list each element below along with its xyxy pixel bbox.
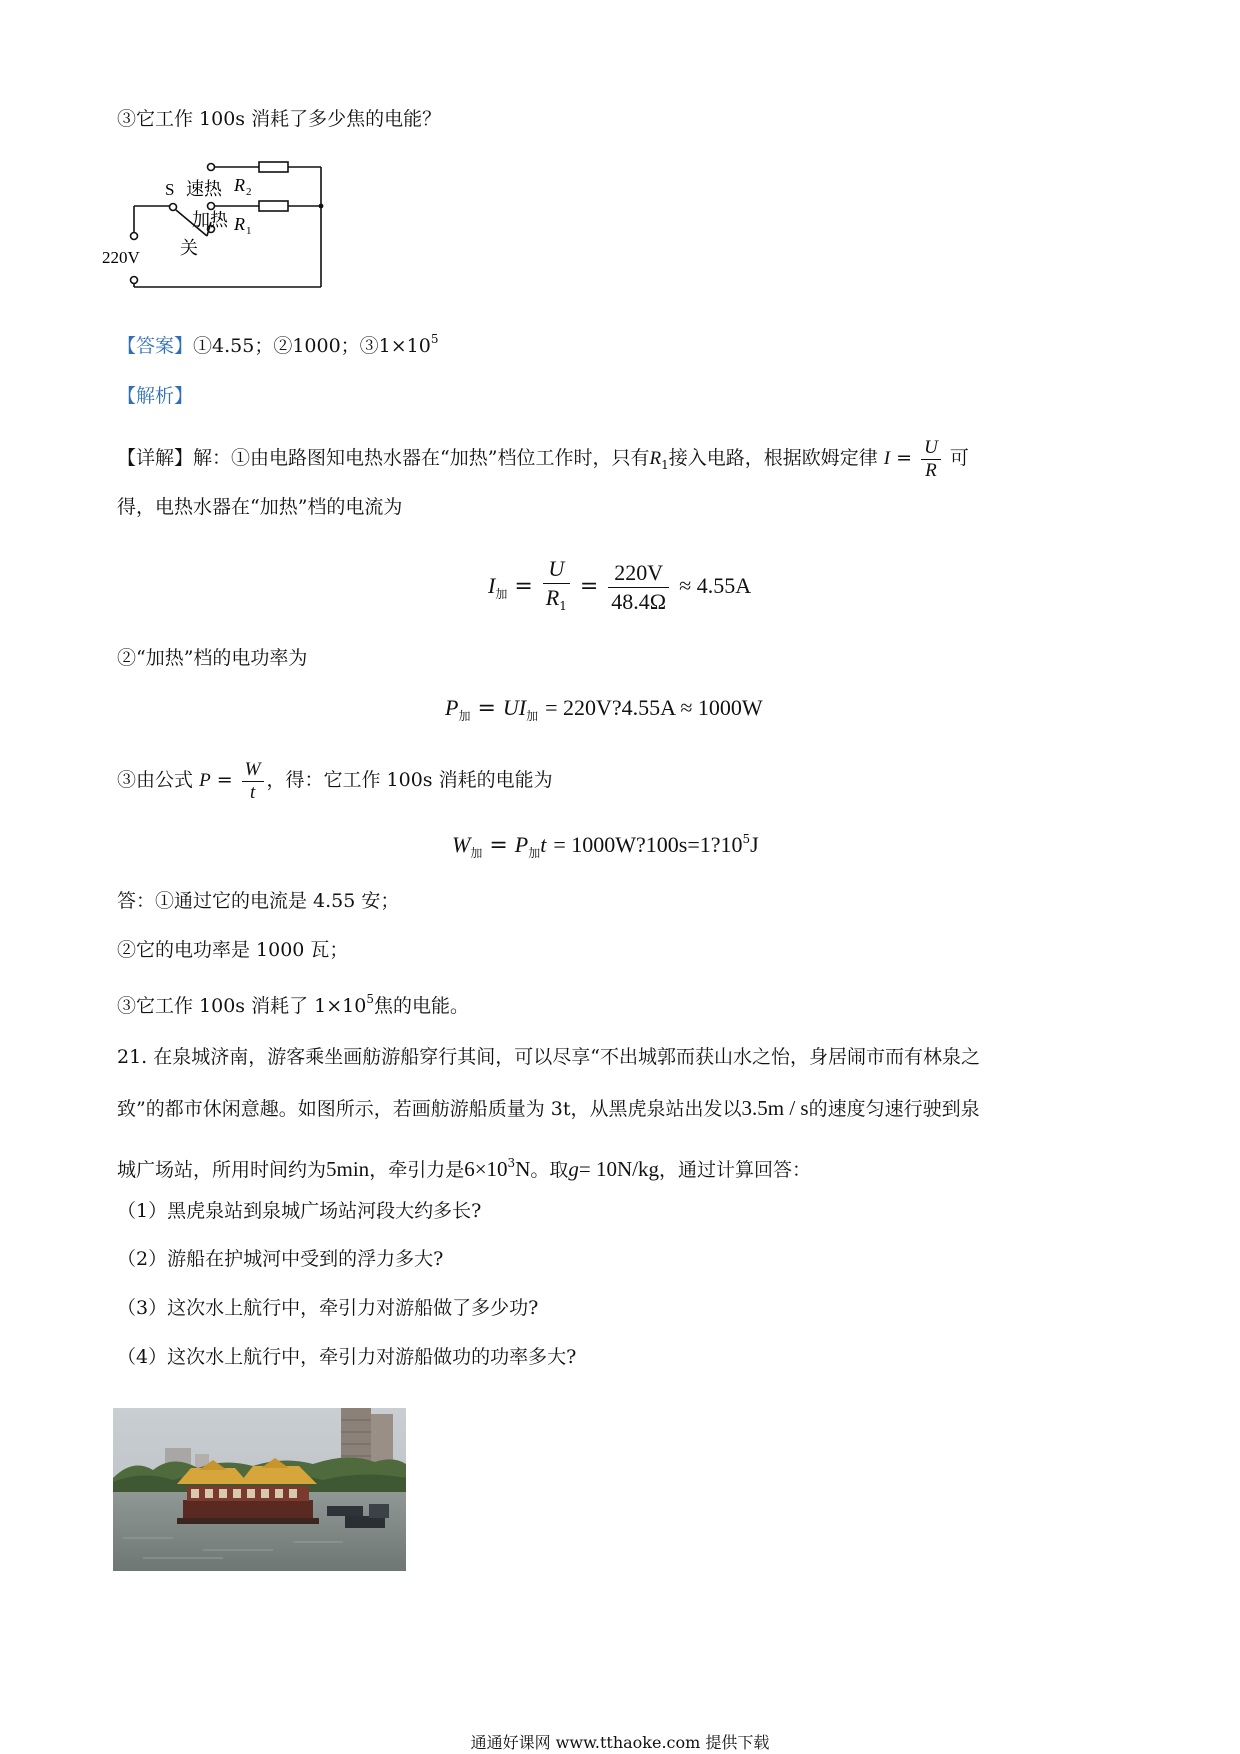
eq1-frac-symbolic [543,555,570,620]
answer-exponent: 5 [430,332,439,346]
step3-text-b: ，得：它工作 100s 消耗的电能为 [266,769,553,791]
subquestion-1: （1）黑虎泉站到泉城广场站河段大约多长? [117,1200,482,1222]
q21-line3-d: ，通过计算回答： [658,1159,811,1181]
answer-text: ①4.55；②1000；③1×10 [193,335,431,357]
footer-text: 通通好课网 www.tthaoke.com 提供下载 [470,1733,770,1752]
detail-text-a: 解：①由电路图知电热水器在“加热”档位工作时，只有 [193,447,650,469]
ohm-numerator: U [921,437,941,460]
eq3-w: W [452,832,471,857]
q21-line-3 [117,1150,811,1183]
r1-symbol: R [649,448,662,469]
eq2-i-sub: 加 [526,709,539,723]
r1-label: R [234,214,245,234]
detail-line-2: 得，电热水器在“加热”档的电流为 [117,496,403,518]
q21-force-sup: 3 [507,1156,516,1170]
eq1-frac-numeric [608,559,669,616]
subquestion-2: （2）游船在护城河中受到的浮力多大? [117,1248,444,1270]
step3-w: W [242,759,264,782]
heat-label: 加热 [192,210,228,230]
boat-photo [113,1408,406,1571]
detail-tag: 【详解】 [117,447,194,469]
eq3-w-sub: 加 [470,846,483,860]
detail-line-1: 【详解】解：①由电路图知电热水器在“加热”档位工作时，只有$R_1$接入电路，根据欧姆定律 I = $\frac{U}{R}$ 可 [117,436,969,481]
conclusion-1: 答：①通过它的电流是 4.55 安； [117,890,400,912]
subquestion-4: （4）这次水上航行中，牵引力对游船做功的功率多大? [117,1346,577,1368]
r2-subscript: 2 [246,186,252,198]
q21-force-unit: N [515,1157,531,1181]
q21-line-1: 21. 在泉城济南，游客乘坐画舫游船穿行其间，可以尽享“不出城郭而获山水之怡，身居闹市而有林泉之 [117,1046,980,1068]
eq2-p-sub: 加 [458,709,471,723]
step-3: ③由公式 P = $\frac{W}{t}$ ，得：它工作 100s 消耗的电能为 [117,758,553,803]
q21-line2-b: 的速度匀速行驶到泉 [808,1098,980,1120]
eq1-numerator: 220V [608,559,669,588]
eq1-result: ≈ 4.55A [679,573,752,598]
voltage-label: 220V [102,248,140,267]
q21-line3-a: 城广场站，所用时间约为 [117,1159,327,1181]
ohm-denominator: R [925,459,937,481]
eq3-exponent: 5 [742,832,751,846]
conclusion-3-pre: ③它工作 100s 消耗了 1×10 [117,995,367,1017]
switch-label: S [165,180,175,199]
ohm-fraction [921,437,941,482]
eq3-unit: J [750,832,759,857]
equation-power: $P_加 = UI_加$ = 220V?4.55A ≈ 1000W [445,695,763,723]
q21-g-value: = 10N/kg [578,1157,659,1181]
q21-g: g [568,1157,579,1181]
detail-text-c: 可 [949,447,969,469]
q21-line3-c: 。取 [530,1159,569,1181]
question-3-prompt: ③它工作 100s 消耗了多少焦的电能？ [117,108,442,130]
eq3-rest: = 1000W?100s=1?10 [553,832,743,857]
equation-energy: $W_加 = P_加t$ = $1000W?100s=1?10^5J$ [452,832,759,860]
q21-line-2 [117,1095,980,1122]
eq1-u: U [543,555,570,584]
conclusion-3-sup: 5 [366,992,374,1006]
detail-text-b: 接入电路，根据欧姆定律 [668,447,878,469]
answer-tag: 【答案】 [117,335,194,357]
eq2-p: P [445,695,459,720]
eq1-i-sub: 加 [495,587,508,601]
equation-current: $I_加$ = $\frac{U}{R_1}$ = $\frac{220V}{48.4\Omega}$ ≈ 4.55A [488,553,751,619]
circuit-diagram [102,150,338,295]
step3-t: t [249,781,256,803]
conclusion-2: ②它的电功率是 1000 瓦； [117,939,349,961]
ohm-i: I [883,448,891,469]
eq3-t: t [540,832,547,857]
eq3-p: P [514,832,529,857]
r1-symbol-sub: 1 [661,458,669,472]
step3-text-a: ③由公式 [117,769,194,791]
eq2-ui: UI [502,695,527,720]
conclusion-3-post: 焦的电能。 [373,995,469,1017]
r2-label: R [234,175,245,195]
answer-line [117,326,439,359]
eq1-r: R [545,584,560,610]
q21-line3-b: ，牵引力是 [369,1159,465,1181]
analysis-tag: 【解析】 [117,385,194,407]
conclusion-3 [117,986,469,1019]
step3-p: P [199,770,211,791]
subquestion-3: （3）这次水上航行中，牵引力对游船做了多少功? [117,1297,539,1319]
off-label: 关 [180,238,198,258]
eq1-r-sub: 1 [559,598,567,613]
q21-force: 6×10 [464,1157,508,1181]
q21-time: 5min [326,1157,370,1181]
q21-speed: 3.5m / s [741,1096,809,1120]
eq1-denominator: 48.4Ω [611,588,667,614]
step-2: ②“加热”档的电功率为 [117,647,308,669]
eq3-p-sub: 加 [528,846,541,860]
eq1-i: I [488,573,496,598]
step3-fraction [242,759,264,804]
r1-subscript: 1 [246,225,252,237]
eq2-rest: = 220V?4.55A ≈ 1000W [545,695,763,720]
fast-heat-label: 速热 [186,179,222,199]
q21-line2-a: 致”的都市休闲意趣。如图所示，若画舫游船质量为 3t，从黑虎泉站出发以 [117,1098,742,1120]
